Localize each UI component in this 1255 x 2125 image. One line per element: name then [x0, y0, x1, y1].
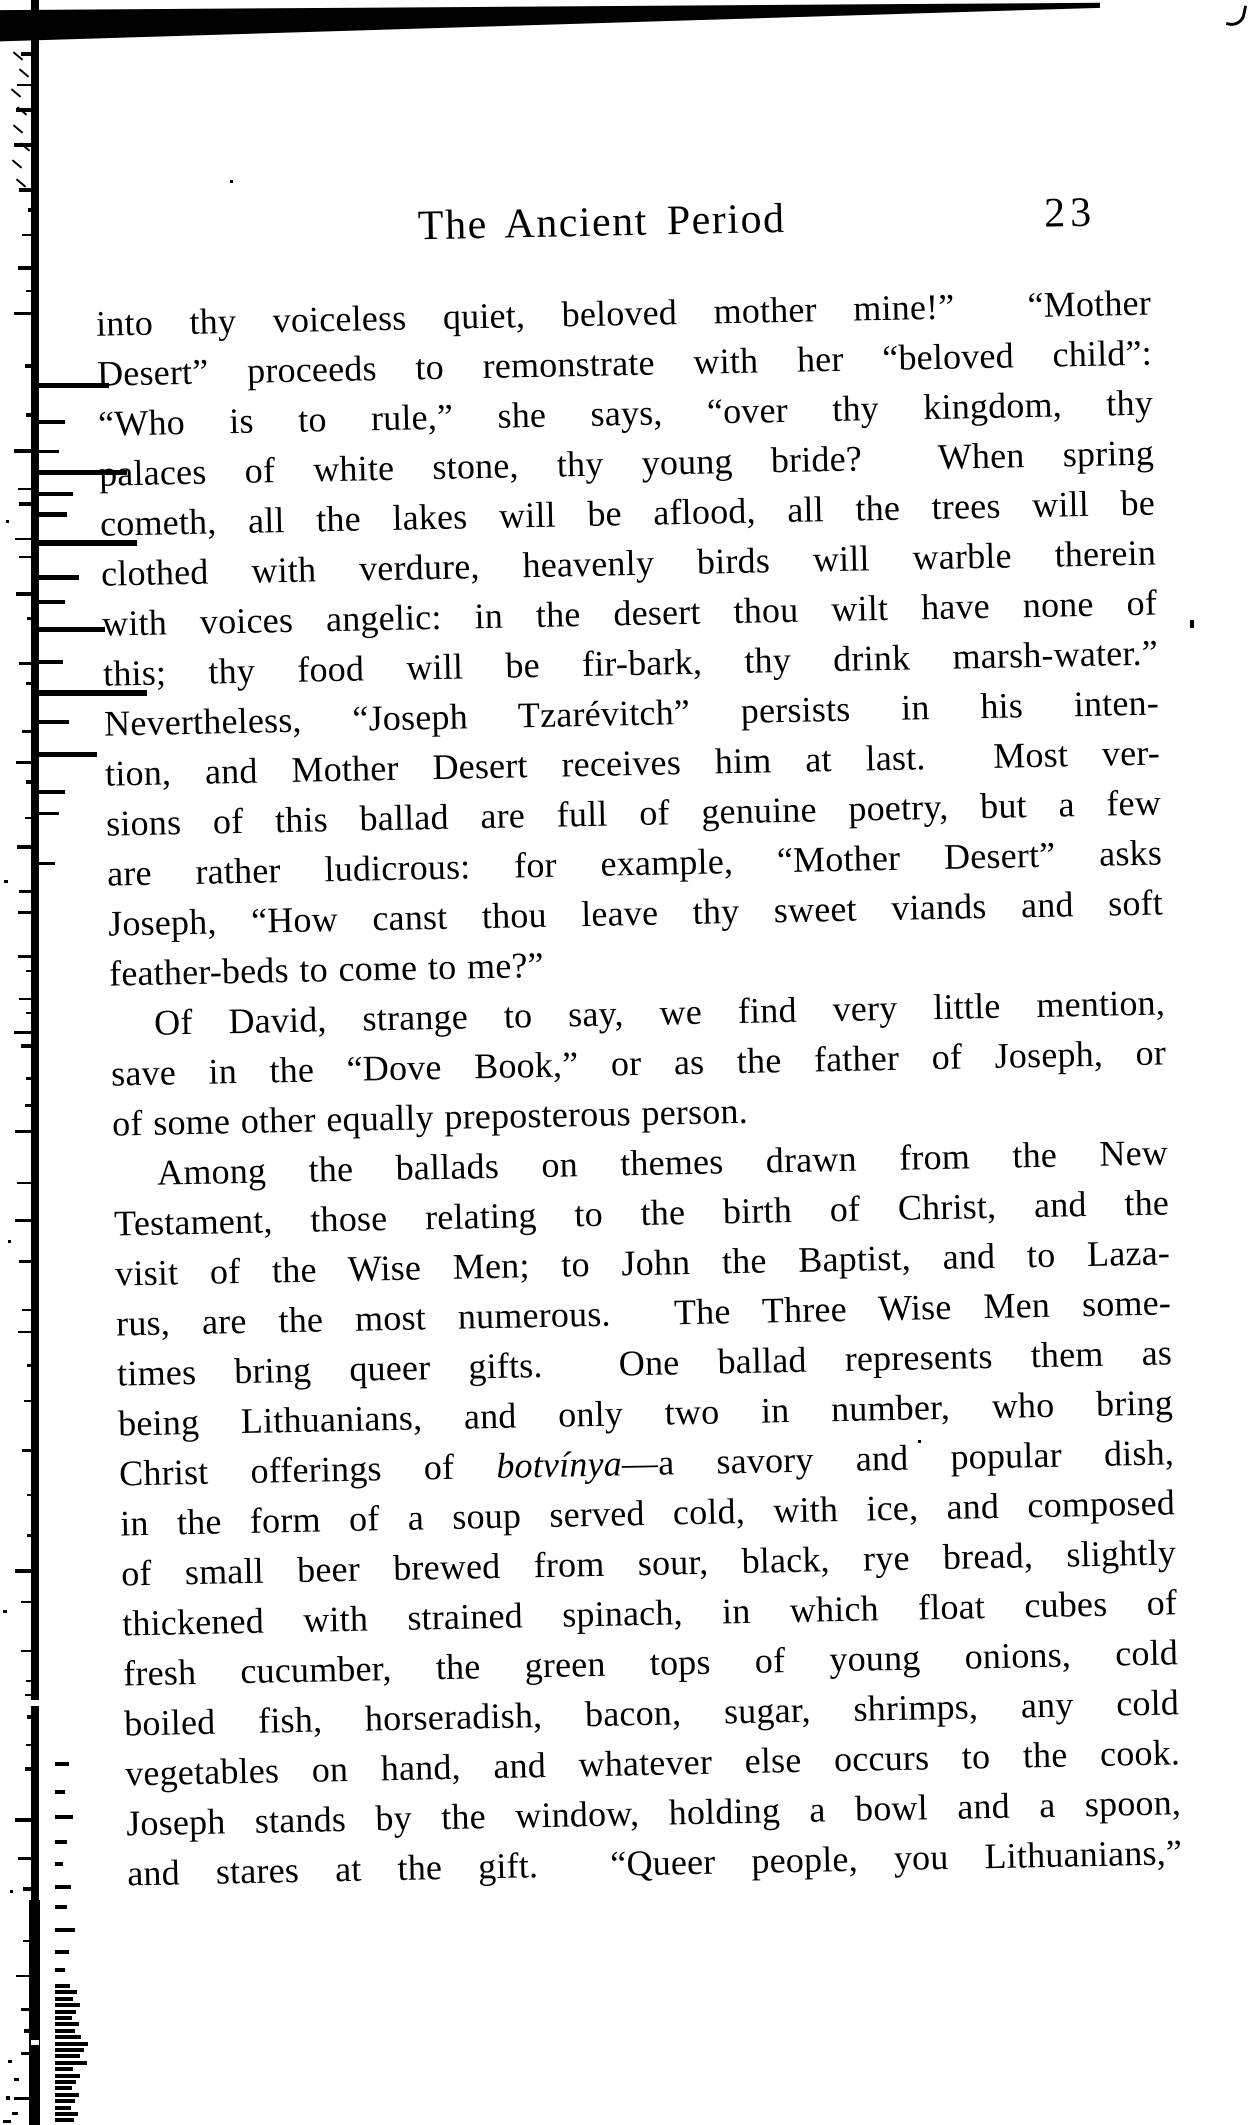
text-line: boiled fish, horseradish, bacon, sugar, shrimps, any cold	[123, 1682, 1180, 1744]
text-line: “Who is to rule,” she says, “over thy kingdom, thy	[97, 382, 1154, 444]
scan-artifact	[27, 1364, 31, 1367]
scan-artifact	[39, 720, 69, 724]
scan-artifact	[39, 420, 65, 424]
scan-artifact	[55, 2003, 80, 2007]
scan-artifact	[22, 1309, 31, 1311]
scan-artifact	[16, 1975, 31, 1977]
text-line: palaces of white stone, thy young bride? When spring	[98, 432, 1155, 494]
scan-artifact	[55, 1928, 75, 1932]
scan-artifact	[55, 2061, 87, 2065]
scan-artifact	[6, 520, 9, 523]
scan-artifact	[26, 780, 31, 784]
text-line: are rather ludicrous: for example, “Mother Desert” asks	[106, 832, 1163, 894]
text-line: Among the ballads on themes drawn from the New	[156, 1132, 1169, 1193]
scan-artifact	[19, 998, 31, 1000]
scan-artifact	[55, 1840, 67, 1844]
scan-artifact	[25, 1694, 31, 1696]
scan-artifact	[39, 790, 65, 794]
text-line: cometh, all the lakes will be aflood, all the trees will be	[99, 482, 1156, 544]
scan-artifact	[12, 159, 22, 168]
scan-artifact	[26, 1680, 31, 1682]
scan-artifact	[25, 1767, 31, 1771]
text-line: visit of the Wise Men; to John the Baptist, and to Laza-	[114, 1232, 1171, 1294]
scan-artifact	[18, 955, 31, 958]
scan-artifact	[55, 1885, 71, 1889]
scan-artifact	[15, 1818, 31, 1822]
scan-artifact	[55, 1950, 69, 1954]
text-line: Of David, strange to say, we find very little mention,	[153, 982, 1166, 1043]
scan-artifact	[55, 2016, 72, 2020]
scan-artifact	[19, 662, 31, 665]
scan-artifact	[39, 812, 59, 815]
text-line: Testament, those relating to the birth of Christ, and the	[113, 1182, 1170, 1244]
scan-artifact	[21, 2052, 31, 2055]
scan-artifact	[55, 2086, 72, 2090]
text-line: clothed with verdure, heavenly birds will warble therein	[100, 532, 1157, 594]
binding-strip-bottom	[29, 1900, 40, 2125]
scan-artifact	[6, 2096, 10, 2100]
scan-artifact	[25, 364, 31, 368]
scan-artifact	[39, 660, 63, 664]
text-line: into thy voiceless quiet, beloved mother mine!” “Mother	[95, 282, 1152, 344]
scan-artifact	[21, 1601, 31, 1603]
page-title: The Ancient Period	[417, 195, 786, 250]
text-line: of some other equally preposterous person.	[111, 1090, 749, 1144]
scan-artifact	[55, 2067, 73, 2071]
scan-artifact	[18, 1857, 31, 1860]
scan-artifact	[12, 2112, 18, 2115]
scan-artifact	[55, 2106, 71, 2110]
scan-artifact	[39, 752, 97, 757]
text-line: Nevertheless, “Joseph Tzarévitch” persists in his inten-	[103, 682, 1160, 744]
scan-artifact	[14, 2097, 31, 2100]
scan-artifact	[19, 188, 31, 192]
scan-artifact	[39, 600, 65, 604]
scan-artifact	[55, 2074, 80, 2078]
scan-artifact	[39, 450, 59, 453]
scan-artifact	[17, 84, 31, 86]
scan-artifact	[16, 761, 31, 764]
scan-artifact	[55, 2010, 76, 2014]
text-line: of small beer brewed from sour, black, rye bread, slightly	[120, 1532, 1177, 1594]
scan-artifact	[21, 1044, 31, 1048]
text-line: sions of this ballad are full of genuine poetry, but a few	[105, 782, 1162, 844]
scan-artifact	[39, 862, 55, 865]
text-line: and stares at the gift. “Queer people, you Lithuanians,”	[126, 1832, 1183, 1894]
scan-artifact	[55, 2029, 75, 2033]
scan-artifact	[26, 1744, 31, 1746]
scan-artifact	[1190, 620, 1194, 628]
scan-artifact	[14, 449, 31, 453]
scan-artifact	[14, 1031, 31, 1034]
scan-artifact	[39, 575, 79, 580]
scan-artifact	[28, 208, 31, 212]
scan-artifact	[16, 178, 26, 187]
scan-artifact	[19, 556, 31, 558]
scan-artifact	[25, 817, 31, 819]
scan-artifact	[15, 1219, 31, 1222]
scan-artifact	[15, 1569, 31, 1573]
scan-artifact	[55, 2035, 81, 2039]
scan-artifact	[26, 290, 31, 292]
scan-artifact	[55, 1990, 77, 1994]
scan-artifact	[21, 1650, 31, 1652]
scan-artifact	[26, 1012, 31, 1014]
scan-artifact	[31, 1700, 39, 1706]
scan-artifact	[3, 2120, 11, 2123]
text-line: vegetables on hand, and whatever else occurs to the cook.	[124, 1732, 1181, 1794]
scan-artifact	[55, 2112, 78, 2116]
scan-artifact	[39, 512, 67, 517]
scan-artifact	[18, 266, 31, 270]
scan-artifact	[16, 592, 31, 596]
scan-artifact	[55, 2099, 75, 2103]
scan-artifact	[21, 52, 31, 56]
scan-artifact	[55, 1862, 63, 1866]
text-line: Christ offerings of botvínya—a savory and popular dish,	[118, 1432, 1175, 1494]
text-line: rus, are the most numerous. The Three Wise Men some-	[115, 1282, 1172, 1344]
scan-artifact	[10, 1890, 13, 1893]
scan-artifact	[55, 1762, 69, 1766]
page-header	[94, 184, 1150, 265]
text-line: thickened with strained spinach, in which float cubes of	[121, 1582, 1178, 1644]
scan-artifact	[19, 68, 29, 77]
scan-artifact	[39, 627, 105, 632]
text-line: Joseph stands by the window, holding a bowl and a spoon,	[125, 1782, 1182, 1844]
text-line: feather-beds to come to me?”	[108, 944, 545, 994]
scan-artifact	[27, 1494, 31, 1496]
text-line: in the form of a soup served cold, with ice, and composed	[119, 1482, 1176, 1544]
scan-artifact	[19, 502, 31, 506]
scan-artifact	[27, 1534, 31, 1537]
scan-artifact	[14, 2078, 19, 2081]
scan-artifact	[55, 1905, 67, 1909]
scan-artifact	[19, 1260, 31, 1263]
scan-artifact	[55, 2118, 74, 2122]
scan-artifact	[19, 890, 31, 893]
scan-artifact	[55, 2054, 80, 2058]
scan-artifact	[55, 2048, 84, 2052]
scan-artifact	[39, 492, 73, 496]
scan-artifact	[22, 730, 31, 733]
italic-term: botvínya	[495, 1443, 623, 1486]
scan-artifact	[26, 682, 31, 685]
scan-artifact	[8, 1240, 11, 1243]
scan-artifact	[15, 538, 31, 540]
scan-artifact	[55, 2042, 88, 2046]
text-line: Desert” proceeds to remonstrate with her “beloved child”:	[96, 332, 1153, 394]
text-line: fresh cucumber, the green tops of young onions, cold	[122, 1632, 1179, 1694]
scan-artifact	[55, 1984, 70, 1988]
scan-artifact	[26, 413, 31, 417]
scan-artifact	[17, 845, 31, 849]
text-line: this; thy food will be fir-bark, thy drink marsh-water.”	[102, 632, 1159, 694]
page-number: 23	[1043, 189, 1097, 237]
page-content	[93, 170, 1183, 1951]
scan-artifact	[22, 1449, 31, 1452]
scan-artifact	[21, 2008, 31, 2011]
scan-artifact	[230, 180, 233, 183]
text-line: times bring queer gifts. One ballad represents them as	[116, 1332, 1173, 1394]
scan-artifact	[24, 2029, 31, 2033]
text-line: Joseph, “How canst thou leave thy sweet viands and soft	[107, 882, 1164, 944]
scan-artifact	[26, 1077, 31, 1080]
scan-artifact	[55, 1997, 73, 2001]
scan-artifact	[17, 1182, 31, 1184]
text-line: being Lithuanians, and only two in number, who bring	[117, 1382, 1174, 1444]
scan-artifact	[55, 2093, 79, 2097]
scan-artifact	[4, 880, 8, 883]
scan-artifact	[27, 1715, 31, 1719]
body-text	[96, 278, 1183, 1899]
scan-artifact	[22, 234, 31, 236]
scan-artifact	[18, 1331, 31, 1333]
scan-artifact	[23, 1887, 31, 1891]
scan-artifact	[55, 2022, 79, 2026]
scan-artifact	[26, 970, 31, 972]
scan-artifact	[27, 617, 31, 620]
scan-artifact	[55, 1815, 73, 1819]
top-edge-scan-shadow	[0, 0, 1100, 46]
scan-artifact	[13, 124, 23, 133]
text-line: with voices angelic: in the desert thou wilt have none of	[101, 582, 1158, 644]
scan-artifact	[55, 1790, 65, 1794]
pen-mark-artifact	[1226, 2, 1247, 28]
binding-strip	[31, 0, 39, 2125]
scan-artifact	[55, 2080, 76, 2084]
scan-artifact	[31, 2040, 39, 2045]
text-line: tion, and Mother Desert receives him at last. Most ver-	[104, 732, 1161, 794]
scan-artifact	[8, 2060, 12, 2063]
scan-artifact	[14, 312, 31, 315]
scan-artifact	[3, 1610, 7, 1613]
scan-artifact	[23, 1940, 31, 1942]
scan-artifact	[18, 488, 31, 490]
text-line: save in the “Dove Book,” or as the father of Joseph, or	[110, 1032, 1167, 1094]
scan-artifact	[24, 1400, 31, 1402]
scan-artifact	[18, 911, 31, 914]
scan-artifact	[15, 1130, 31, 1133]
scan-artifact	[11, 88, 21, 97]
scan-artifact	[55, 1968, 65, 1972]
scan-artifact	[25, 1104, 31, 1107]
